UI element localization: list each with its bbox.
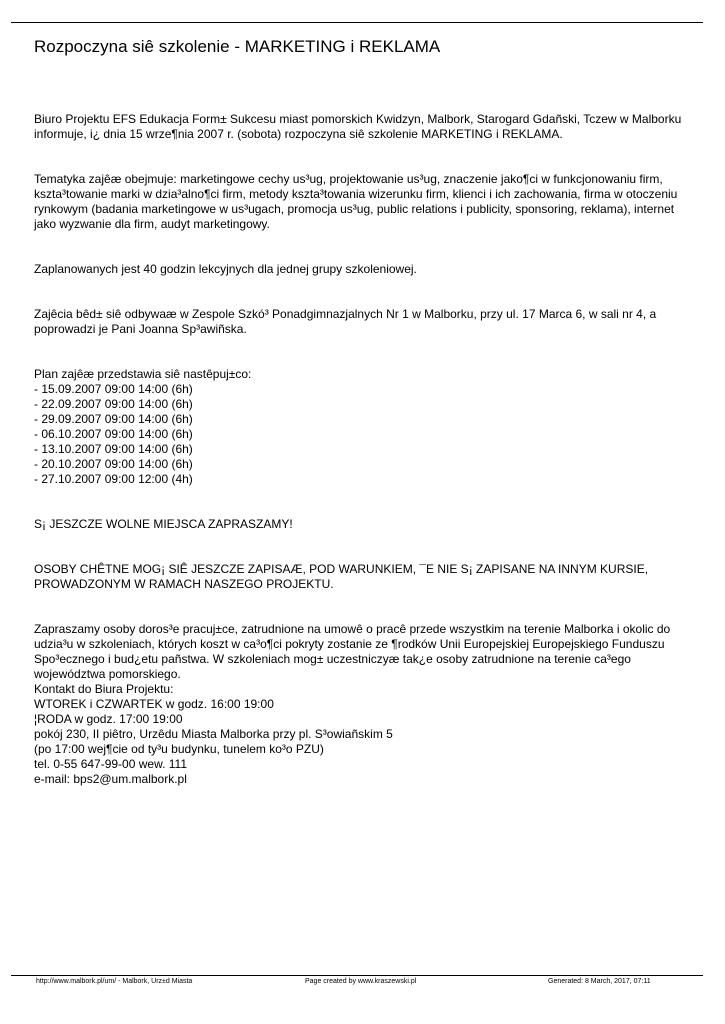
contact-entrance-note: (po 17:00 wej¶cie od ty³u budynku, tunelem ko³o PZU) [34, 742, 324, 756]
schedule-item: - 13.10.2007 09:00 14:00 (6h) [34, 442, 193, 456]
contact-heading: Kontakt do Biura Projektu: [34, 682, 174, 696]
page-title: Rozpoczyna siê szkolenie - MARKETING i REKLAMA [34, 37, 441, 56]
hours-paragraph: Zaplanowanych jest 40 godzin lekcyjnych dla jednej grupy szkoleniowej. [34, 262, 417, 276]
footer-generated-date: Generated: 8 March, 2017, 07:11 [548, 978, 651, 985]
contact-email: e-mail: bps2@um.malbork.pl [34, 772, 187, 786]
schedule-item: - 15.09.2007 09:00 14:00 (6h) [34, 382, 193, 396]
footer-source-url: http://www.malbork.pl/um/ - Malbork, Urz±d Miasta [36, 978, 193, 985]
bottom-divider [11, 975, 703, 976]
footer-credit: Page created by www.kraszewski.pl [305, 978, 417, 985]
schedule-item: - 29.09.2007 09:00 14:00 (6h) [34, 412, 193, 426]
article-body [34, 112, 694, 787]
schedule-intro: Plan zajêæ przedstawia siê nastêpuj±co: [34, 367, 252, 381]
contact-hours-tue-thu: WTOREK i CZWARTEK w godz. 16:00 19:00 [34, 697, 274, 711]
schedule-item: - 06.10.2007 09:00 14:00 (6h) [34, 427, 193, 441]
topics-paragraph: Tematyka zajêæ obejmuje: marketingowe cechy us³ug, projektowanie us³ug, znaczenie jako¶ci w funkcjonowaniu firm, kszta³towanie marki w dzia³alno¶ci firm, metody kszta³towania wizerunku firm, klienci i ich zachowania, firma w otoczeniu rynkowym (badania marketingowe w us³ugach, promocja us³ug, public relations i publicity, sponsoring, reklama), internet jako wyzwanie dla firm, audyt marketingowy. [34, 172, 678, 231]
schedule-item: - 22.09.2007 09:00 14:00 (6h) [34, 397, 193, 411]
invite-paragraph: Zapraszamy osoby doros³e pracuj±ce, zatrudnione na umowê o pracê przede wszystkim na terenie Malborka i okolic do udzia³u w szkoleniach, których koszt w ca³o¶ci pokryty zostanie ze ¶rodków Unii Europejskiej Europejskiego Funduszu Spo³ecznego i bud¿etu pañstwa. W szkoleniach mog± uczestniczyæ tak¿e osoby zatrudnione na terenie ca³ego województwa pomorskiego. [34, 622, 671, 681]
contact-address: pokój 230, II piêtro, Urzêdu Miasta Malborka przy pl. S³owiañskim 5 [34, 727, 393, 741]
location-paragraph: Zajêcia bêd± siê odbywaæ w Zespole Szkó³ Ponadgimnazjalnych Nr 1 w Malborku, przy ul. 17 Marca 6, w sali nr 4, a poprowadzi je Pani Joanna Sp³awiñska. [34, 307, 657, 336]
top-divider [11, 22, 703, 23]
contact-block [34, 682, 694, 787]
contact-hours-wed: ¦RODA w godz. 17:00 19:00 [34, 712, 183, 726]
enrollment-notice: OSOBY CHÊTNE MOG¡ SIÊ JESZCZE ZAPISAÆ, POD WARUNKIEM, ¯E NIE S¡ ZAPISANE NA INNYM KURSIE, PROWADZONYM W RAMACH NASZEGO PROJEKTU. [34, 562, 649, 591]
free-seats-notice: S¡ JESZCZE WOLNE MIEJSCA ZAPRASZAMY! [34, 517, 293, 531]
intro-paragraph: Biuro Projektu EFS Edukacja Form± Sukcesu miast pomorskich Kwidzyn, Malbork, Starogard Gdañski, Tczew w Malborku informuje, i¿ dnia 15 wrze¶nia 2007 r. (sobota) rozpoczyna siê szkolenie MARKETING i REKLAMA. [34, 112, 682, 141]
schedule-item: - 27.10.2007 09:00 12:00 (4h) [34, 472, 193, 486]
contact-phone: tel. 0-55 647-99-00 wew. 111 [34, 757, 187, 771]
schedule-item: - 20.10.2007 09:00 14:00 (6h) [34, 457, 193, 471]
schedule-block [34, 367, 694, 487]
